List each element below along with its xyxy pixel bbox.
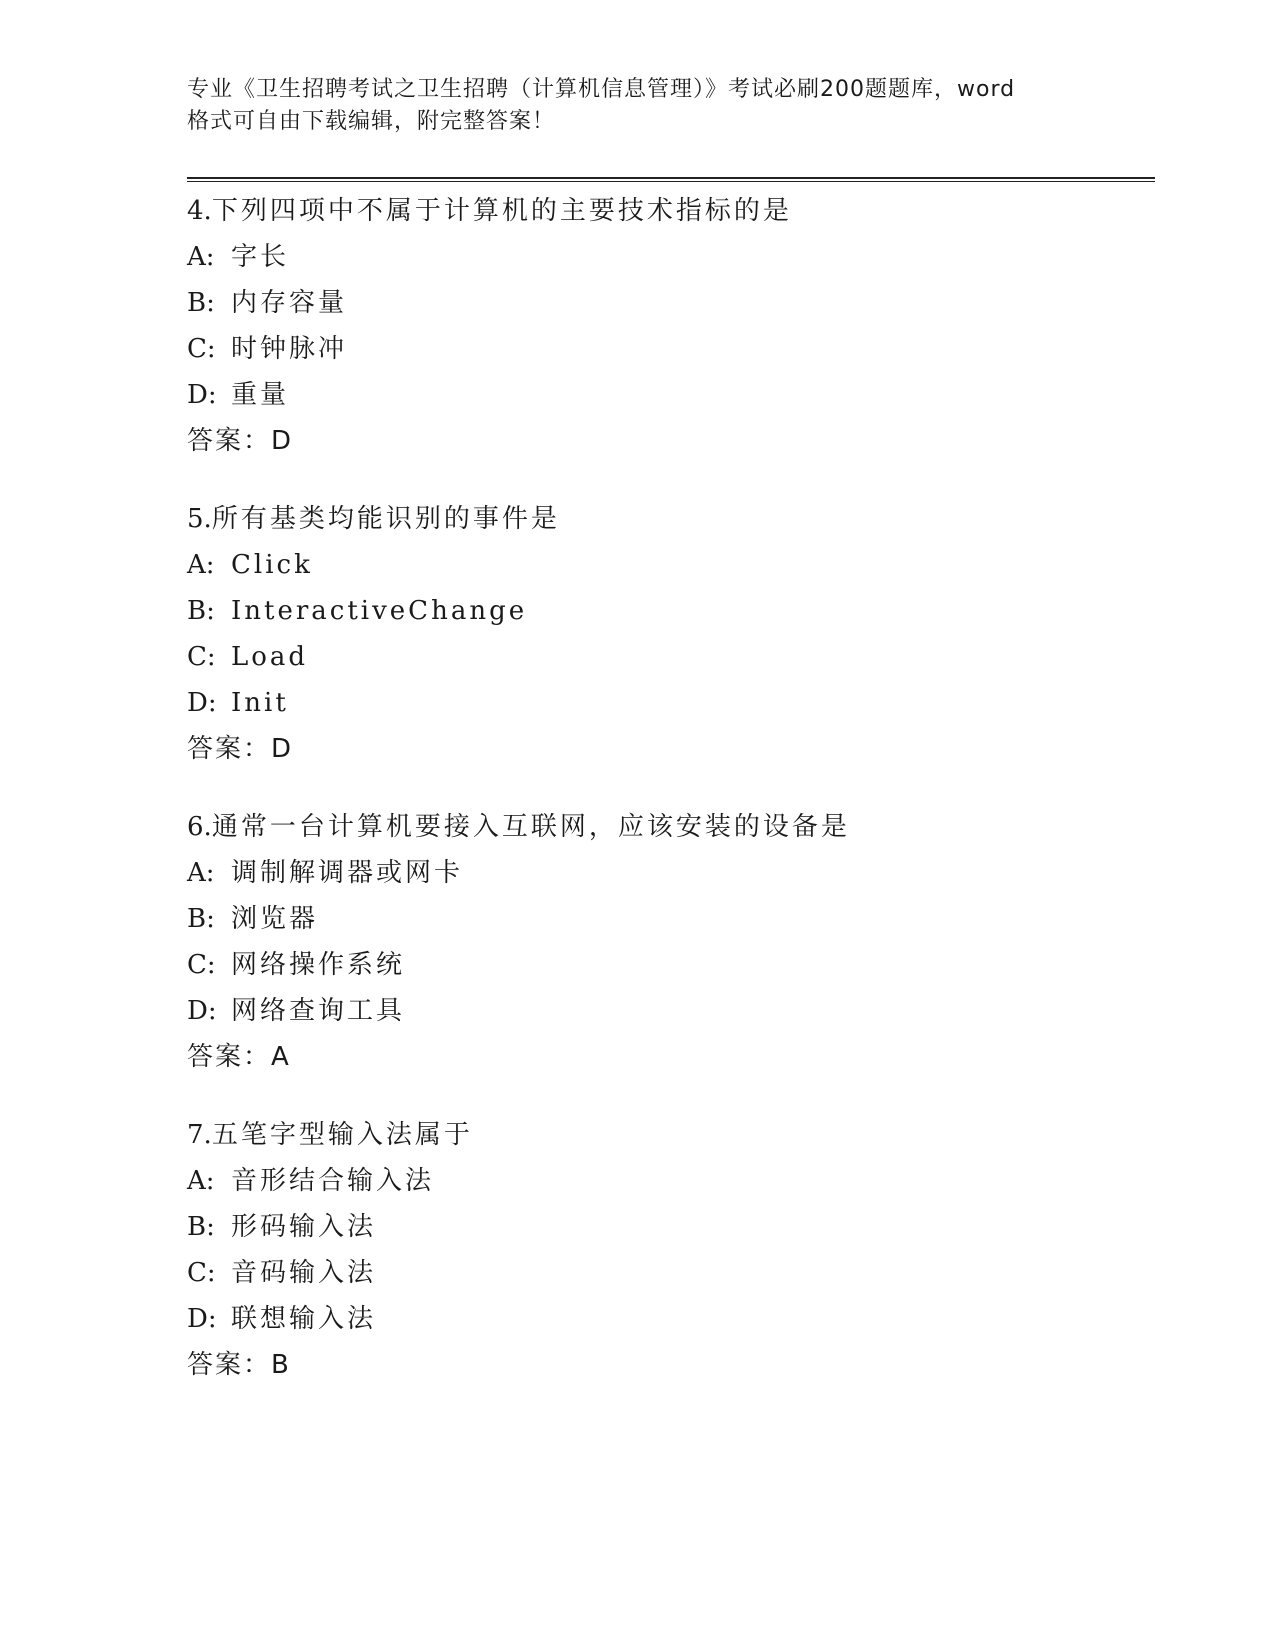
option-text: 浏览器 <box>231 904 319 934</box>
answer-line: 答案：B <box>187 1350 291 1380</box>
option-c <box>187 326 1147 372</box>
option-text: 字长 <box>231 242 290 272</box>
option-letter: A: <box>187 858 215 888</box>
question-item <box>187 496 1147 772</box>
option-letter: A: <box>187 1166 215 1196</box>
header-divider <box>187 177 1155 182</box>
question-item <box>187 804 1147 1080</box>
answer-line: 答案：D <box>187 426 294 456</box>
option-text: 网络操作系统 <box>231 950 406 980</box>
question-text: 五笔字型输入法属于 <box>211 1120 473 1150</box>
answer-line: 答案：D <box>187 734 294 764</box>
question-stem <box>187 188 1147 234</box>
question-stem <box>187 496 1147 542</box>
option-letter: C: <box>187 950 216 980</box>
option-letter: D: <box>187 996 217 1026</box>
question-number: 4. <box>187 196 212 226</box>
option-d <box>187 988 1147 1034</box>
document-header <box>187 74 1117 138</box>
option-text: 内存容量 <box>231 288 348 318</box>
option-a <box>187 1158 1147 1204</box>
option-b <box>187 588 1147 634</box>
answer-line: 答案：A <box>187 1042 291 1072</box>
option-text: 联想输入法 <box>231 1304 377 1334</box>
option-letter: B: <box>187 596 215 626</box>
option-letter: D: <box>187 380 217 410</box>
option-text: 调制解调器或网卡 <box>231 858 464 888</box>
option-letter: D: <box>187 688 217 718</box>
question-number: 5. <box>187 504 212 534</box>
option-text: InteractiveChange <box>231 596 528 626</box>
option-letter: C: <box>187 642 216 672</box>
option-text: 音码输入法 <box>231 1258 377 1288</box>
option-text: Load <box>231 642 309 672</box>
question-number: 6. <box>187 812 212 842</box>
option-text: 音形结合输入法 <box>231 1166 435 1196</box>
header-line-1: 专业《卫生招聘考试之卫生招聘（计算机信息管理）》考试必刷200题题库，word <box>187 77 1016 102</box>
option-letter: B: <box>187 1212 215 1242</box>
option-letter: C: <box>187 334 216 364</box>
option-letter: B: <box>187 904 215 934</box>
option-b <box>187 1204 1147 1250</box>
question-text: 下列四项中不属于计算机的主要技术指标的是 <box>211 196 792 226</box>
option-letter: A: <box>187 242 215 272</box>
option-d <box>187 1296 1147 1342</box>
option-text: 重量 <box>231 380 290 410</box>
option-c <box>187 634 1147 680</box>
question-stem <box>187 1112 1147 1158</box>
option-letter: B: <box>187 288 215 318</box>
option-b <box>187 280 1147 326</box>
header-line-2: 格式可自由下载编辑，附完整答案！ <box>187 109 556 134</box>
option-d <box>187 372 1147 418</box>
option-d <box>187 680 1147 726</box>
question-list <box>187 188 1147 1420</box>
option-a <box>187 234 1147 280</box>
option-c <box>187 942 1147 988</box>
question-text: 通常一台计算机要接入互联网，应该安装的设备是 <box>211 812 850 842</box>
question-item <box>187 188 1147 464</box>
option-c <box>187 1250 1147 1296</box>
question-stem <box>187 804 1147 850</box>
option-text: 形码输入法 <box>231 1212 377 1242</box>
question-number: 7. <box>187 1120 212 1150</box>
option-text: 网络查询工具 <box>231 996 406 1026</box>
question-text: 所有基类均能识别的事件是 <box>211 504 560 534</box>
option-letter: D: <box>187 1304 217 1334</box>
option-letter: C: <box>187 1258 216 1288</box>
option-letter: A: <box>187 550 215 580</box>
option-a <box>187 542 1147 588</box>
option-text: 时钟脉冲 <box>231 334 348 364</box>
option-text: Init <box>231 688 289 718</box>
question-item <box>187 1112 1147 1388</box>
option-a <box>187 850 1147 896</box>
option-text: Click <box>231 550 313 580</box>
option-b <box>187 896 1147 942</box>
